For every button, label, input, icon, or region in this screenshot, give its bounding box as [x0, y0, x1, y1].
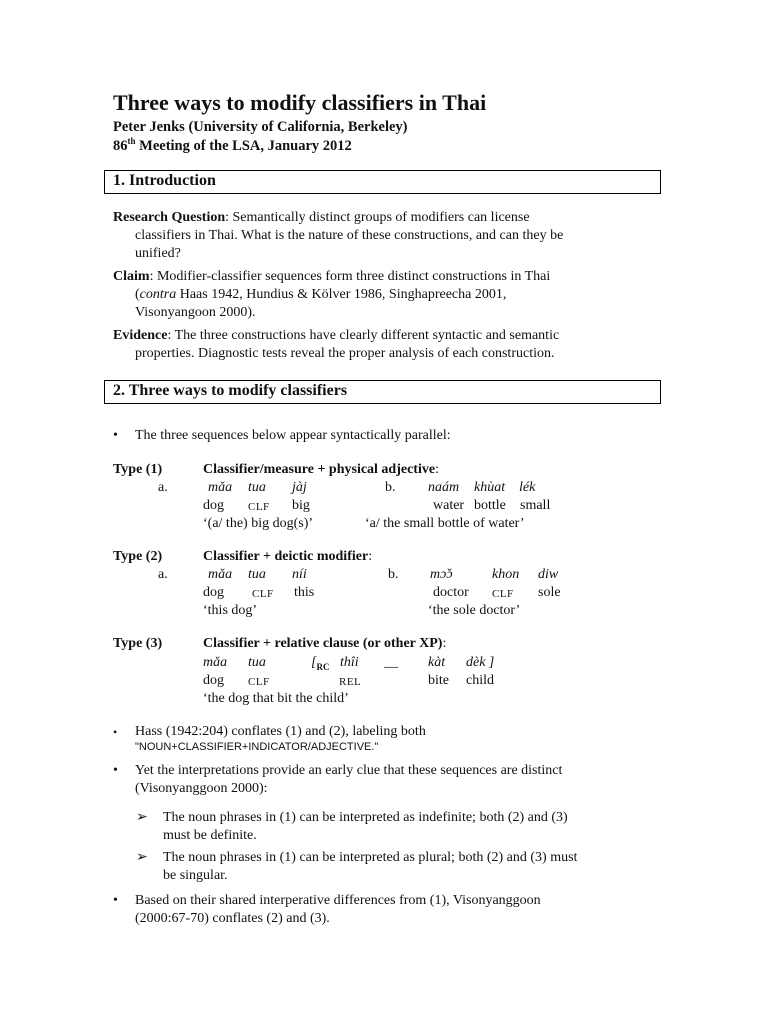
- thai-word: diw: [538, 567, 559, 582]
- hass-line-2: "NOUN+CLASSIFIER+INDICATOR/ADJECTIVE.": [135, 741, 379, 753]
- type-1-desc: Classifier/measure + physical adjective:: [203, 462, 439, 477]
- type-1-a-marker: a.: [158, 480, 168, 495]
- arrow-2-line-1: The noun phrases in (1) can be interpreted as plural; both (2) and (3) must: [163, 850, 578, 865]
- type-3-desc: Classifier + relative clause (or other XP):: [203, 636, 447, 651]
- arrow-bullet-icon: ➢: [136, 850, 148, 865]
- gloss-word: bottle: [474, 498, 506, 513]
- thai-word: mǎa: [203, 655, 228, 670]
- thai-word: khon: [492, 567, 520, 582]
- thai-word: jàj: [292, 480, 307, 495]
- arrow-1-line-1: The noun phrases in (1) can be interpreted as indefinite; both (2) and (3): [163, 810, 568, 825]
- gloss-word: CLF: [492, 588, 514, 600]
- arrow-2-line-2: be singular.: [163, 868, 228, 883]
- bullet-icon: •: [113, 725, 118, 739]
- thai-word: thîi: [340, 655, 359, 670]
- gloss-word: small: [520, 498, 551, 513]
- author-line: Peter Jenks (University of California, Berkeley): [113, 119, 408, 135]
- hass-line-1: Hass (1942:204) conflates (1) and (2), labeling both: [135, 724, 426, 739]
- thai-word: khùat: [474, 480, 506, 495]
- thai-word: mɔ̌ɔ: [430, 567, 453, 582]
- based-line-2: (2000:67-70) conflates (2) and (3).: [135, 911, 330, 926]
- yet-line-2: (Visonyanggoon 2000):: [135, 781, 268, 796]
- bullet-icon: •: [113, 428, 118, 443]
- type-3-label: Type (3): [113, 636, 163, 651]
- thai-word: tua: [248, 655, 266, 670]
- gloss-word: water: [433, 498, 465, 513]
- yet-line-1: Yet the interpretations provide an early clue that these sequences are distinct: [135, 763, 563, 778]
- type-1-b-marker: b.: [385, 480, 396, 495]
- type-2-b-marker: b.: [388, 567, 399, 582]
- gloss-word: CLF: [252, 588, 274, 600]
- gloss-word: CLF: [248, 501, 270, 513]
- bullet-icon: •: [113, 763, 118, 778]
- section-2-heading: 2. Three ways to modify classifiers: [104, 380, 661, 404]
- bullet-intro: The three sequences below appear syntactically parallel:: [135, 428, 451, 443]
- thai-word: dèk ]: [466, 655, 495, 670]
- arrow-1-line-2: must be definite.: [163, 828, 257, 843]
- paper-title: Three ways to modify classifiers in Thai: [113, 90, 487, 115]
- thai-word: tua: [248, 567, 266, 582]
- gloss-word: REL: [339, 676, 362, 688]
- type-1-label: Type (1): [113, 462, 163, 477]
- section-1-heading: 1. Introduction: [104, 170, 661, 194]
- thai-word: naám: [428, 480, 460, 495]
- bracket-rc: [$_{RC}$: [311, 655, 330, 672]
- gloss-word: CLF: [248, 676, 270, 688]
- gloss-word: child: [466, 673, 494, 688]
- thai-word: tua: [248, 480, 266, 495]
- type-2-a-marker: a.: [158, 567, 168, 582]
- based-line-1: Based on their shared interperative differences from (1), Visonyanggoon: [135, 893, 541, 908]
- gloss-word: big: [292, 498, 310, 513]
- thai-word: mǎa: [208, 567, 233, 582]
- thai-word: lék: [519, 480, 536, 495]
- meeting-line: 86th Meeting of the LSA, January 2012: [113, 136, 352, 154]
- thai-word: mǎa: [208, 480, 233, 495]
- type-2-desc: Classifier + deictic modifier:: [203, 549, 373, 564]
- type-2-a-translation: ‘this dog’: [203, 603, 258, 618]
- type-2-b-translation: ‘the sole doctor’: [428, 603, 521, 618]
- gloss-word: dog: [203, 585, 224, 600]
- gloss-word: this: [294, 585, 315, 600]
- thai-word: kàt: [428, 655, 446, 670]
- gloss-word: bite: [428, 673, 449, 688]
- evidence: Evidence: The three constructions have clearly different syntactic and semantic properties. Diagnostic tests reveal the proper analysis of each construction.: [113, 328, 560, 361]
- type-3-translation: ‘the dog that bit the child’: [203, 691, 349, 706]
- arrow-bullet-icon: ➢: [136, 810, 148, 825]
- type-1-a-translation: ‘(a/ the) big dog(s)’: [203, 516, 314, 531]
- thai-word: níi: [292, 567, 307, 582]
- gloss-word: doctor: [433, 585, 469, 600]
- bullet-icon: •: [113, 893, 118, 908]
- gloss-word: sole: [538, 585, 561, 600]
- type-1-b-translation: ‘a/ the small bottle of water’: [365, 516, 525, 531]
- claim: Claim: Modifier-classifier sequences form three distinct constructions in Thai (contra Haas 1942, Hundius & Kölver 1986, Singhapreecha 2001, Visonyangoon 2000).: [113, 269, 551, 320]
- gap-marker: __: [384, 655, 398, 670]
- research-question: Research Question: Semantically distinct groups of modifiers can license classifiers in Thai. What is the nature of these constructions, and can they be unified?: [113, 210, 564, 261]
- gloss-word: dog: [203, 498, 224, 513]
- gloss-word: dog: [203, 673, 224, 688]
- type-2-label: Type (2): [113, 549, 163, 564]
